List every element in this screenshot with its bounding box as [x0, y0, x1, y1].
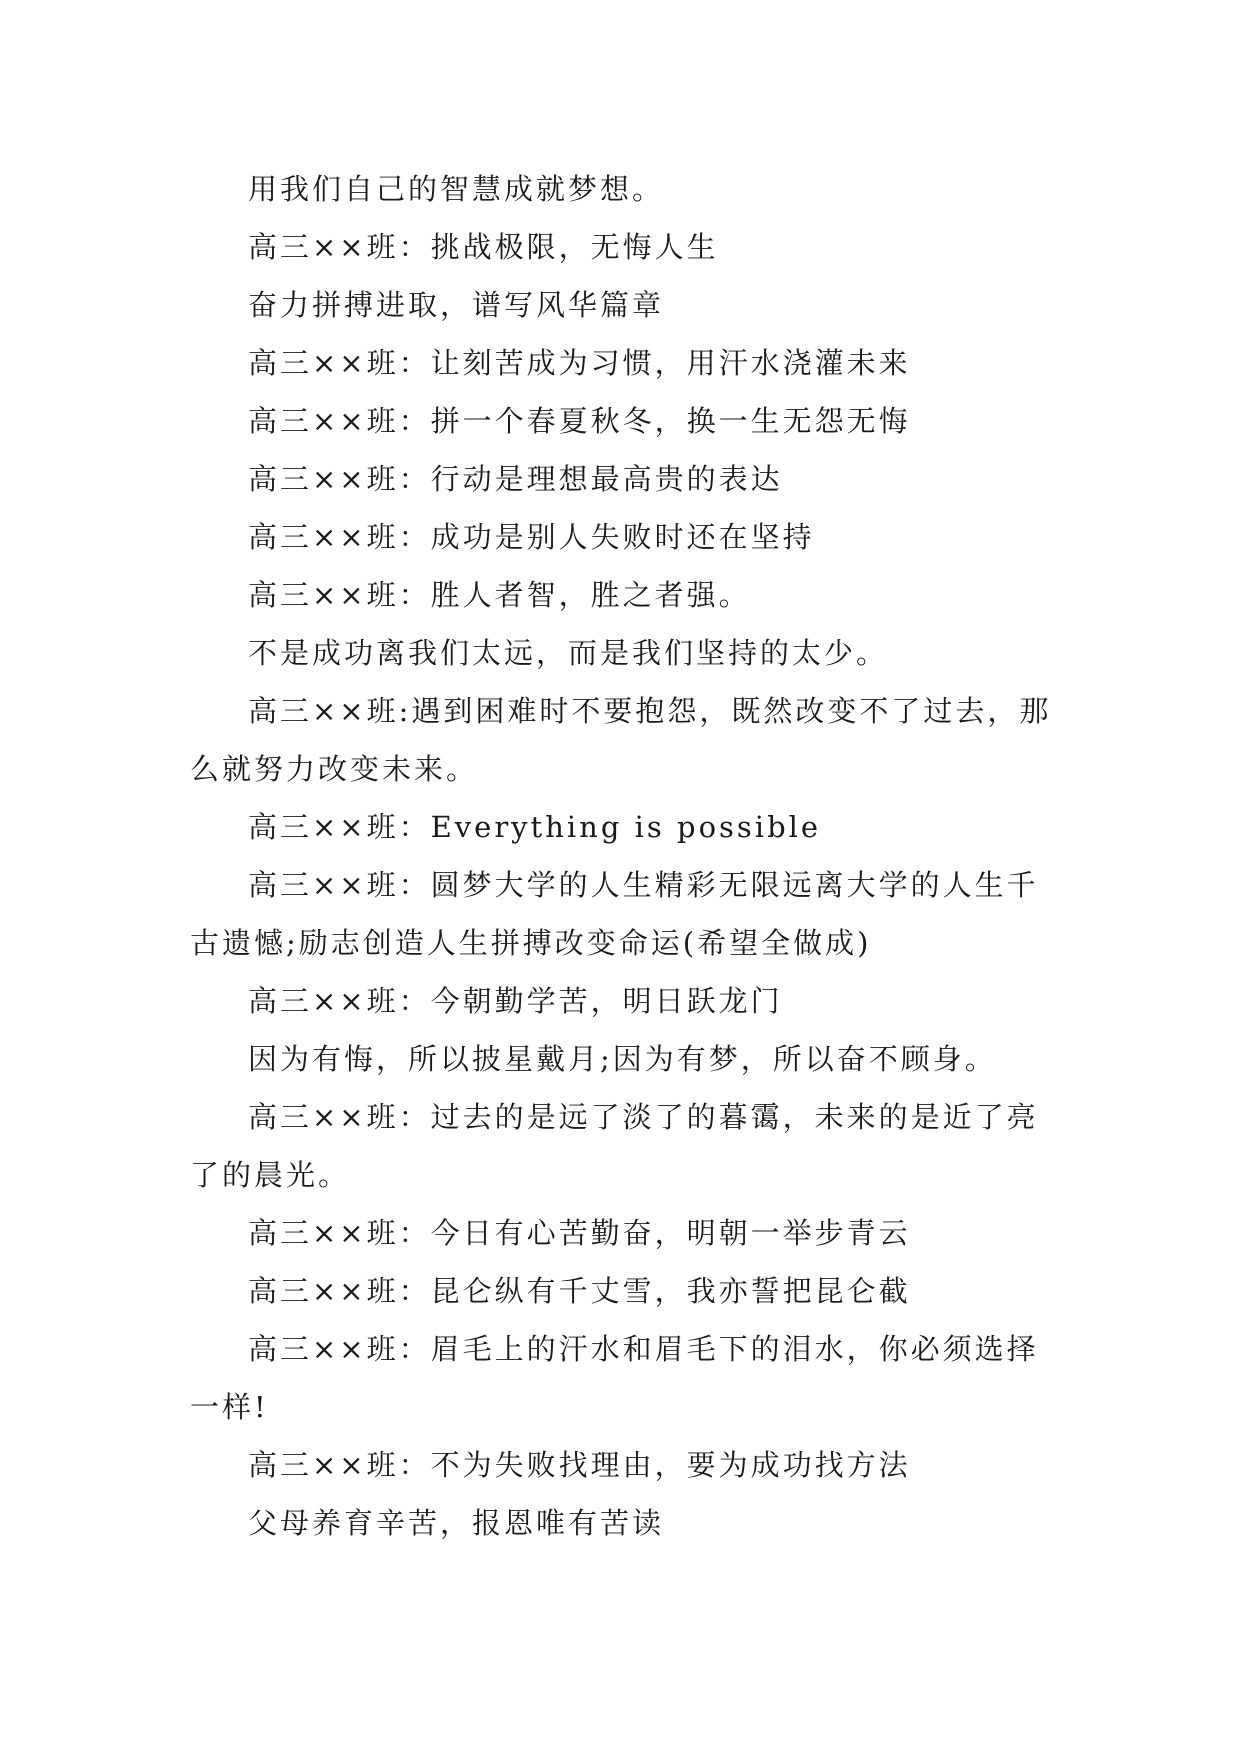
paragraph: 高三××班：让刻苦成为习惯，用汗水浇灌未来 — [248, 346, 911, 380]
document-body — [190, 160, 1060, 1552]
paragraph: 高三××班:遇到困难时不要抱怨，既然改变不了过去，那么就努力改变未来。 — [190, 694, 1052, 786]
paragraph: 奋力拼搏进取，谱写风华篇章 — [248, 288, 665, 322]
paragraph: 高三××班：今朝勤学苦，明日跃龙门 — [248, 984, 783, 1018]
paragraph: 因为有悔，所以披星戴月;因为有梦，所以奋不顾身。 — [248, 1042, 997, 1076]
paragraph: 高三××班：行动是理想最高贵的表达 — [248, 462, 783, 496]
paragraph: 高三××班：胜人者智，胜之者强。 — [248, 578, 751, 612]
paragraph: 高三××班：不为失败找理由，要为成功找方法 — [248, 1448, 911, 1482]
paragraph: 高三××班：挑战极限，无悔人生 — [248, 230, 719, 264]
paragraph: 高三××班：圆梦大学的人生精彩无限远离大学的人生千古遗憾;励志创造人生拼搏改变命运(希望全做成) — [190, 868, 1039, 960]
paragraph: 高三××班：拼一个春夏秋冬，换一生无怨无悔 — [248, 404, 911, 438]
paragraph: 高三××班：眉毛上的汗水和眉毛下的泪水，你必须选择一样! — [190, 1332, 1039, 1424]
paragraph: 高三××班：今日有心苦勤奋，明朝一举步青云 — [248, 1216, 911, 1250]
paragraph: 用我们自己的智慧成就梦想。 — [248, 172, 665, 206]
paragraph: 不是成功离我们太远，而是我们坚持的太少。 — [248, 636, 889, 670]
paragraph: 父母养育辛苦，报恩唯有苦读 — [248, 1506, 665, 1540]
paragraph: 高三××班：成功是别人失败时还在坚持 — [248, 520, 815, 554]
paragraph: 高三××班：Everything is possible — [248, 810, 822, 844]
paragraph: 高三××班：过去的是远了淡了的暮霭，未来的是近了亮了的晨光。 — [190, 1100, 1039, 1192]
paragraph: 高三××班：昆仑纵有千丈雪，我亦誓把昆仑截 — [248, 1274, 911, 1308]
